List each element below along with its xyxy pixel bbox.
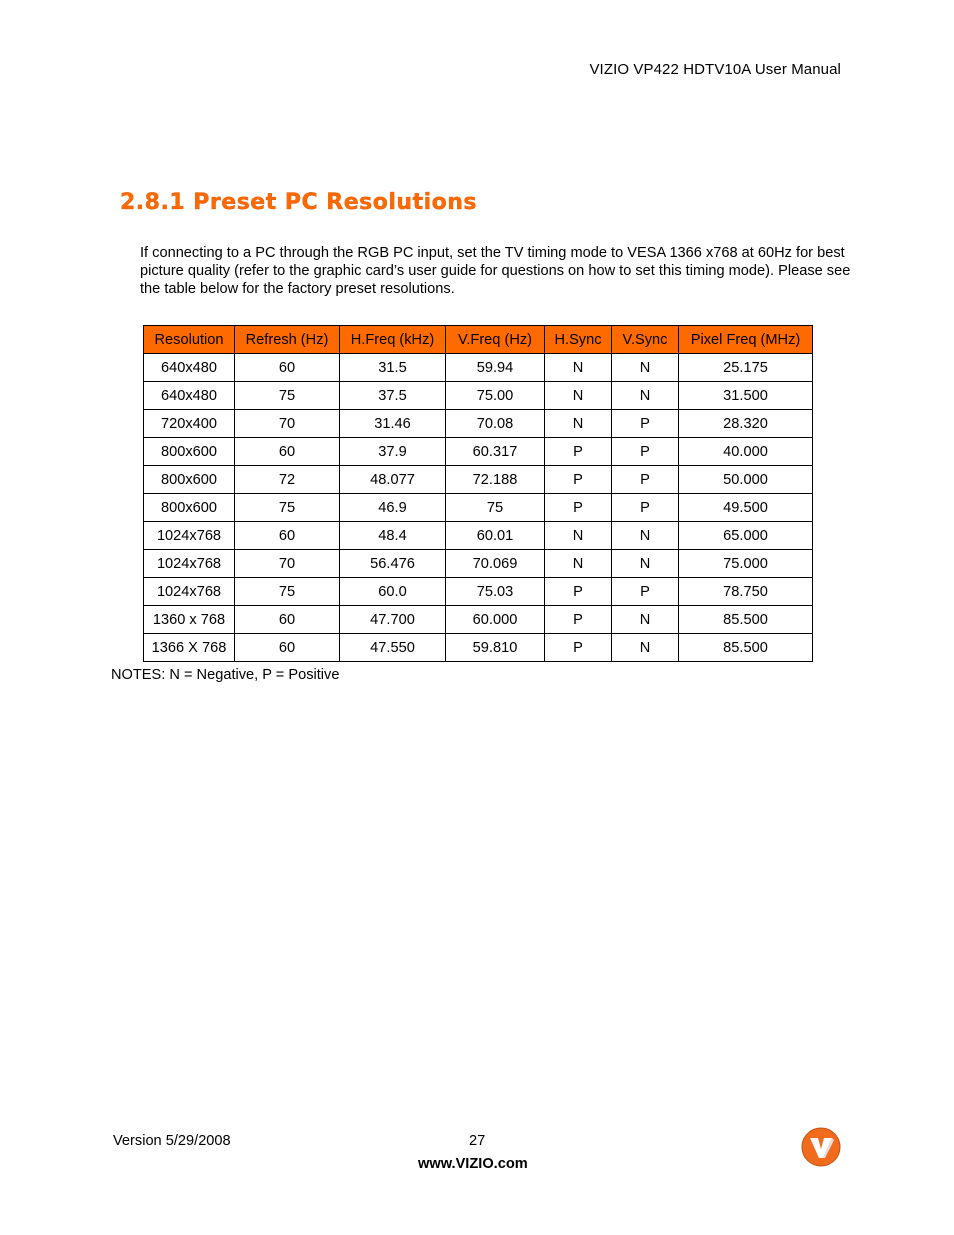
cell-hsync: N xyxy=(545,522,612,550)
cell-vfreq: 70.08 xyxy=(446,410,545,438)
cell-pixel-freq: 40.000 xyxy=(679,438,813,466)
cell-vfreq: 60.317 xyxy=(446,438,545,466)
cell-refresh: 72 xyxy=(235,466,340,494)
cell-resolution: 800x600 xyxy=(144,466,235,494)
table-row xyxy=(144,354,813,382)
cell-pixel-freq: 85.500 xyxy=(679,606,813,634)
column-header-vfreq: V.Freq (Hz) xyxy=(446,326,545,354)
cell-refresh: 60 xyxy=(235,606,340,634)
cell-vfreq: 75.03 xyxy=(446,578,545,606)
cell-refresh: 60 xyxy=(235,522,340,550)
footer-version: Version 5/29/2008 xyxy=(113,1133,231,1149)
table-row xyxy=(144,578,813,606)
cell-hsync: N xyxy=(545,354,612,382)
cell-hsync: N xyxy=(545,382,612,410)
vizio-v-logo-icon xyxy=(801,1127,841,1167)
cell-pixel-freq: 49.500 xyxy=(679,494,813,522)
cell-vfreq: 60.01 xyxy=(446,522,545,550)
cell-hfreq: 56.476 xyxy=(340,550,446,578)
cell-vsync: P xyxy=(612,466,679,494)
cell-pixel-freq: 75.000 xyxy=(679,550,813,578)
table-row xyxy=(144,606,813,634)
cell-pixel-freq: 65.000 xyxy=(679,522,813,550)
cell-refresh: 60 xyxy=(235,634,340,662)
column-header-hfreq: H.Freq (kHz) xyxy=(340,326,446,354)
cell-resolution: 1024x768 xyxy=(144,578,235,606)
cell-pixel-freq: 31.500 xyxy=(679,382,813,410)
cell-resolution: 800x600 xyxy=(144,438,235,466)
cell-vfreq: 72.188 xyxy=(446,466,545,494)
table-row xyxy=(144,550,813,578)
cell-resolution: 640x480 xyxy=(144,382,235,410)
cell-hfreq: 60.0 xyxy=(340,578,446,606)
cell-hsync: N xyxy=(545,550,612,578)
cell-pixel-freq: 78.750 xyxy=(679,578,813,606)
cell-hsync: P xyxy=(545,466,612,494)
column-header-vsync: V.Sync xyxy=(612,326,679,354)
cell-hfreq: 31.5 xyxy=(340,354,446,382)
cell-refresh: 70 xyxy=(235,550,340,578)
cell-resolution: 720x400 xyxy=(144,410,235,438)
cell-resolution: 1024x768 xyxy=(144,522,235,550)
table-row xyxy=(144,634,813,662)
cell-resolution: 1024x768 xyxy=(144,550,235,578)
cell-pixel-freq: 85.500 xyxy=(679,634,813,662)
table-row xyxy=(144,438,813,466)
cell-vfreq: 75.00 xyxy=(446,382,545,410)
cell-refresh: 75 xyxy=(235,578,340,606)
cell-vsync: P xyxy=(612,410,679,438)
cell-vsync: N xyxy=(612,522,679,550)
cell-vsync: N xyxy=(612,550,679,578)
cell-resolution: 640x480 xyxy=(144,354,235,382)
cell-refresh: 75 xyxy=(235,382,340,410)
header-title: VIZIO VP422 HDTV10A User Manual xyxy=(589,61,841,78)
cell-refresh: 75 xyxy=(235,494,340,522)
cell-vsync: N xyxy=(612,606,679,634)
cell-pixel-freq: 25.175 xyxy=(679,354,813,382)
cell-hfreq: 46.9 xyxy=(340,494,446,522)
column-header-refresh: Refresh (Hz) xyxy=(235,326,340,354)
footer-url: www.VIZIO.com xyxy=(418,1156,528,1172)
table-row xyxy=(144,466,813,494)
cell-hsync: N xyxy=(545,410,612,438)
cell-hsync: P xyxy=(545,634,612,662)
preset-resolutions-table xyxy=(143,325,813,662)
cell-hfreq: 47.700 xyxy=(340,606,446,634)
cell-resolution: 800x600 xyxy=(144,494,235,522)
cell-hfreq: 37.9 xyxy=(340,438,446,466)
cell-vfreq: 75 xyxy=(446,494,545,522)
cell-refresh: 70 xyxy=(235,410,340,438)
cell-hfreq: 48.077 xyxy=(340,466,446,494)
column-header-pixel-freq: Pixel Freq (MHz) xyxy=(679,326,813,354)
intro-paragraph: If connecting to a PC through the RGB PC input, set the TV timing mode to VESA 1366 x768 at 60Hz for best picture quality (refer to the graphic card’s user guide for questions on how to set this timing mode). Please see the table below for the factory preset resolutions. xyxy=(140,245,851,297)
cell-vfreq: 60.000 xyxy=(446,606,545,634)
column-header-resolution: Resolution xyxy=(144,326,235,354)
cell-hsync: P xyxy=(545,578,612,606)
column-header-hsync: H.Sync xyxy=(545,326,612,354)
table-row xyxy=(144,522,813,550)
cell-refresh: 60 xyxy=(235,438,340,466)
cell-vsync: N xyxy=(612,354,679,382)
cell-resolution: 1360 x 768 xyxy=(144,606,235,634)
table-row xyxy=(144,410,813,438)
cell-vfreq: 70.069 xyxy=(446,550,545,578)
cell-hfreq: 31.46 xyxy=(340,410,446,438)
table-row xyxy=(144,494,813,522)
cell-vsync: P xyxy=(612,438,679,466)
cell-pixel-freq: 28.320 xyxy=(679,410,813,438)
table-header-row xyxy=(144,326,813,354)
cell-hsync: P xyxy=(545,438,612,466)
cell-pixel-freq: 50.000 xyxy=(679,466,813,494)
page-number: 27 xyxy=(469,1133,486,1149)
cell-hfreq: 47.550 xyxy=(340,634,446,662)
cell-refresh: 60 xyxy=(235,354,340,382)
cell-vsync: P xyxy=(612,578,679,606)
cell-hfreq: 48.4 xyxy=(340,522,446,550)
cell-hsync: P xyxy=(545,606,612,634)
cell-vsync: N xyxy=(612,634,679,662)
cell-vsync: P xyxy=(612,494,679,522)
cell-vfreq: 59.94 xyxy=(446,354,545,382)
cell-vsync: N xyxy=(612,382,679,410)
table-row xyxy=(144,382,813,410)
cell-resolution: 1366 X 768 xyxy=(144,634,235,662)
table-notes: NOTES: N = Negative, P = Positive xyxy=(111,667,340,683)
section-heading: 2.8.1 Preset PC Resolutions xyxy=(120,190,478,215)
cell-hfreq: 37.5 xyxy=(340,382,446,410)
cell-vfreq: 59.810 xyxy=(446,634,545,662)
cell-hsync: P xyxy=(545,494,612,522)
